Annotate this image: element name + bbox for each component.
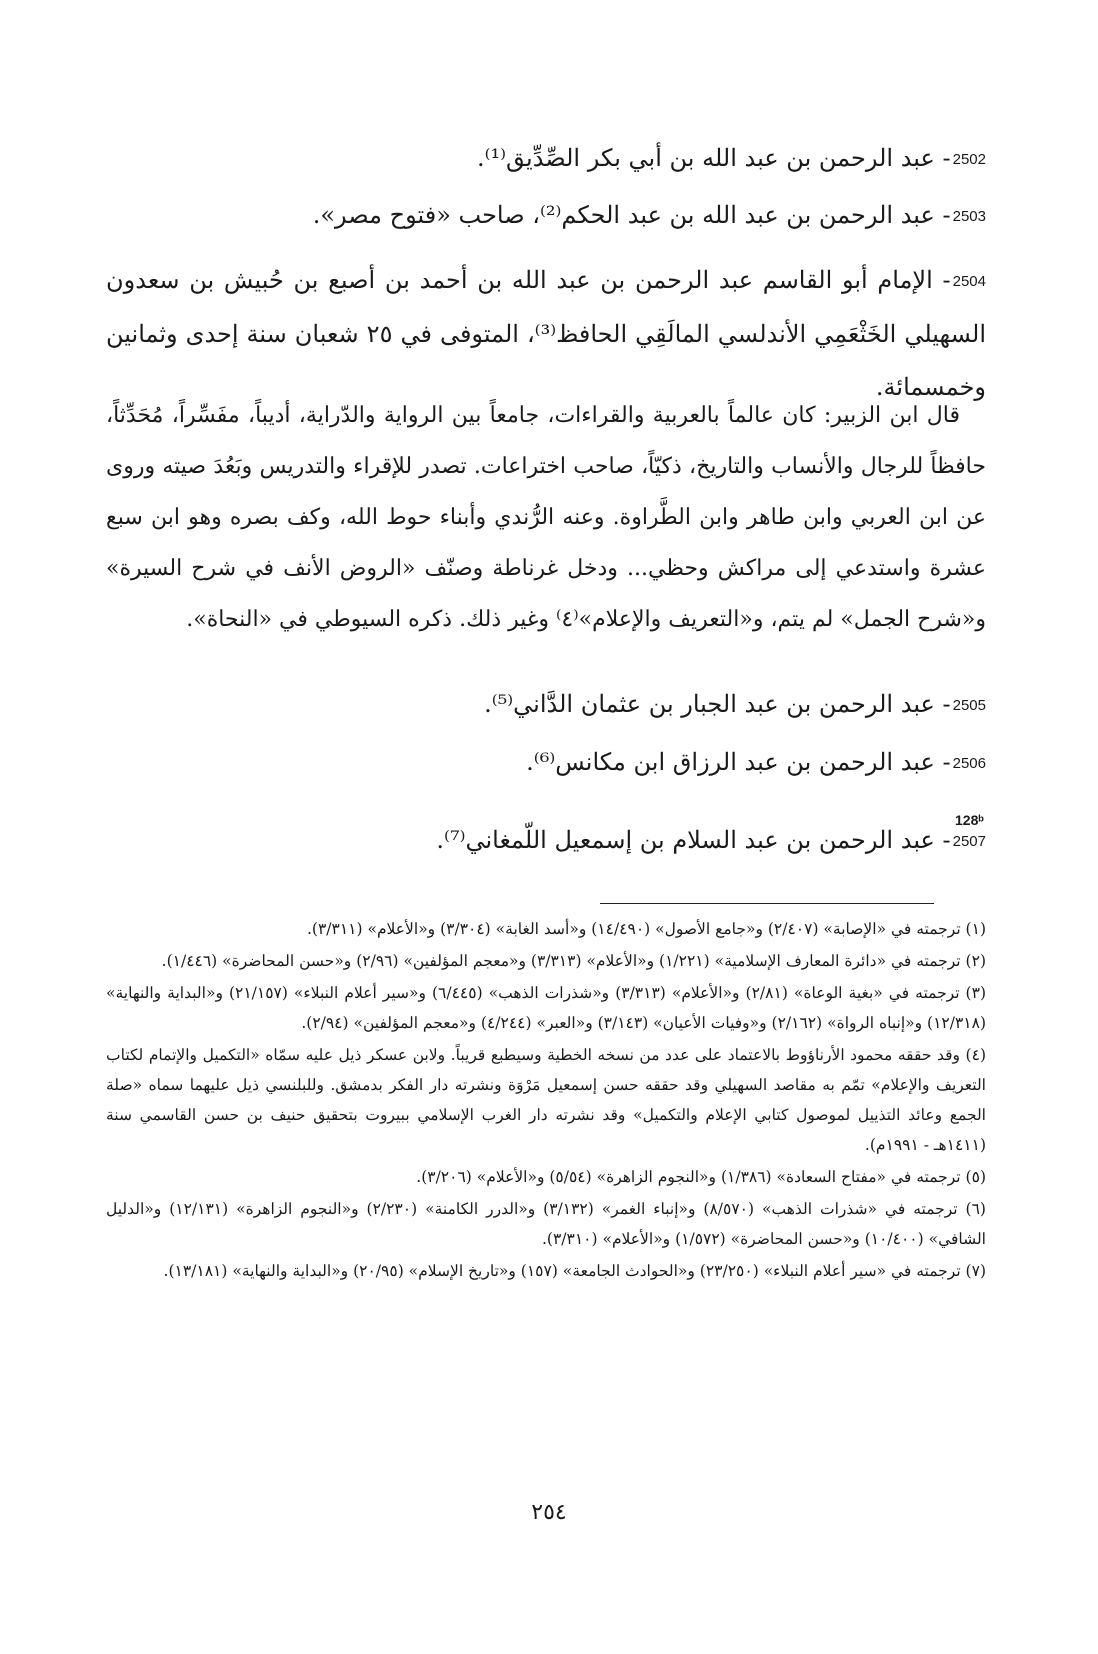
footnote-3: (٣) ترجمته في «بغية الوعاة» (٢/٨١) و«الأعلام» (٣/٣١٣) و«شذرات الذهب» (٦/٤٤٥) و«سير أعلام النبلاء» (٢١/١٥٧) و«البداية والنهاية» (١٢/٣١٨) و«إنباه الرواة» (٢/١٦٢) و«وفيات الأعيان» (٣/١٤٣) و«العبر» (٤/٢٤٤) و«معجم المؤلفين» (٢/٩٤). [106, 984, 986, 1032]
entry-number: 2507 [952, 833, 986, 850]
entry-number: 2505 [952, 697, 986, 714]
entry-2507: 2507- عبد الرحمن بن عبد السلام بن إسمعيل اللّمغاني⁽⁷⁾. [106, 820, 986, 862]
page-number: ٢٥٤ [531, 1500, 567, 1525]
entry-number: 2502 [952, 151, 986, 168]
footnotes [106, 914, 986, 1288]
footnote-4: (٤) وقد حققه محمود الأرناؤوط بالاعتماد على عدد من نسخه الخطية وسيطبع قريباً. ولابن عسكر ذيل عليه سمّاه «التكميل والإتمام لكتاب التعريف والإعلام» تمّم به مقاصد السهيلي وقد حققه حسن إسمعيل مَرْوَة ونشرته دار الفكر بدمشق. وللبلنسي ذيل عليهما سماه «صلة الجمع وعائد التذييل لموصول كتابي الإعلام والتكميل» وقد نشرته دار الغرب الإسلامي ببيروت بتحقيق حنيف بن حسن القاسمي سنة (١٤١١هـ - ١٩٩١م). [106, 1046, 986, 1154]
footnote-7: (٧) ترجمته في «سير أعلام النبلاء» (٢٣/٢٥٠) و«الحوادث الجامعة» (١٥٧) و«تاريخ الإسلام» (٢٠/٩٥) و«البداية والنهاية» (١٣/١٨١). [163, 1262, 986, 1280]
entry-number: 2506 [952, 755, 986, 772]
footnote-6: (٦) ترجمته في «شذرات الذهب» (٨/٥٧٠) و«إنباء الغمر» (٣/١٣٢) و«الدرر الكامنة» (٢/٢٣٠) و«النجوم الزاهرة» (١٢/١٣١) و«الدليل الشافي» (١٠/٤٠٠) و«حسن المحاضرة» (١/٥٧٢) و«الأعلام» (٣/٣١٠). [106, 1200, 986, 1248]
manuscript-folio-note: 128ᵇ [955, 812, 984, 828]
entry-2506: 2506- عبد الرحمن بن عبد الرزاق ابن مكانس⁽⁶⁾. [106, 742, 986, 784]
footnote-5: (٥) ترجمته في «مفتاح السعادة» (١/٣٨٦) و«النجوم الزاهرة» (٥/٥٤) و«الأعلام» (٣/٢٠٦). [416, 1168, 986, 1186]
entry-2503: 2503- عبد الرحمن بن عبد الله بن عبد الحكم⁽²⁾، صاحب «فتوح مصر». [106, 195, 986, 237]
entry-2502: 2502- عبد الرحمن بن عبد الله بن أبي بكر الصِّدِّيق⁽¹⁾. [106, 138, 986, 180]
entry-2505: 2505- عبد الرحمن بن عبد الجبار بن عثمان الدَّاني⁽⁵⁾. [106, 684, 986, 726]
footnote-1: (١) ترجمته في «الإصابة» (٢/٤٠٧) و«جامع الأصول» (١٤/٤٩٠) و«أسد الغابة» (٣/٣٠٤) و«الأعلام» (٣/٣١١). [306, 920, 986, 938]
biography-paragraph: قال ابن الزبير: كان عالماً بالعربية والقراءات، جامعاً بين الرواية والدّراية، أديباً، مفَسِّراً، مُحَدِّثاً، حافظاً للرجال والأنساب والتاريخ، ذكيّاً، صاحب اختراعات. تصدر للإقراء والتدريس وبَعُدَ صيته وروى عن ابن العربي وابن طاهر وابن الطَّراوة. وعنه الرُّندي وأبناء حوط الله، وكف بصره وهو ابن سبع عشرة واستدعي إلى مراكش وحظي... ودخل غرناطة وصنّف «الروض الأنف في شرح السيرة» و«شرح الجمل» لم يتم، و«التعريف والإعلام»⁽٤⁾ وغير ذلك. ذكره السيوطي في «النحاة». [106, 403, 986, 632]
entry-2504: 2504- الإمام أبو القاسم عبد الرحمن بن عبد الله بن أحمد بن أصبع بن حُبيش بن سعدون السهيلي الخَثْعَمِي الأندلسي المالَقِي الحافظ⁽³⁾، المتوفى في ٢٥ شعبان سنة إحدى وثمانين وخمسمائة. [106, 254, 986, 414]
entry-number: 2504 [952, 273, 986, 290]
entry-number: 2503 [952, 208, 986, 225]
entry-text: عبد الرحمن بن عبد الجبار بن عثمان الدَّاني⁽⁵⁾. [484, 690, 935, 718]
entry-text: عبد الرحمن بن عبد الله بن عبد الحكم⁽²⁾، صاحب «فتوح مصر». [312, 201, 935, 229]
entry-text: عبد الرحمن بن عبد السلام بن إسمعيل اللّمغاني⁽⁷⁾. [436, 826, 935, 854]
entry-text: عبد الرحمن بن عبد الله بن أبي بكر الصِّدِّيق⁽¹⁾. [476, 144, 935, 172]
entry-text: عبد الرحمن بن عبد الرزاق ابن مكانس⁽⁶⁾. [526, 748, 935, 776]
entry-text: الإمام أبو القاسم عبد الرحمن بن عبد الله بن أحمد بن أصبع بن حُبيش بن سعدون السهيلي الخَثْعَمِي الأندلسي المالَقِي الحافظ⁽³⁾، المتوفى في ٢٥ شعبان سنة إحدى وثمانين وخمسمائة. [106, 266, 987, 401]
footnote-divider [600, 903, 934, 904]
footnote-2: (٢) ترجمته في «دائرة المعارف الإسلامية» (١/٢٢١) و«الأعلام» (٣/٣١٣) و«معجم المؤلفين» (٢/٩٦) و«حسن المحاضرة» (١/٤٤٦). [161, 952, 986, 970]
